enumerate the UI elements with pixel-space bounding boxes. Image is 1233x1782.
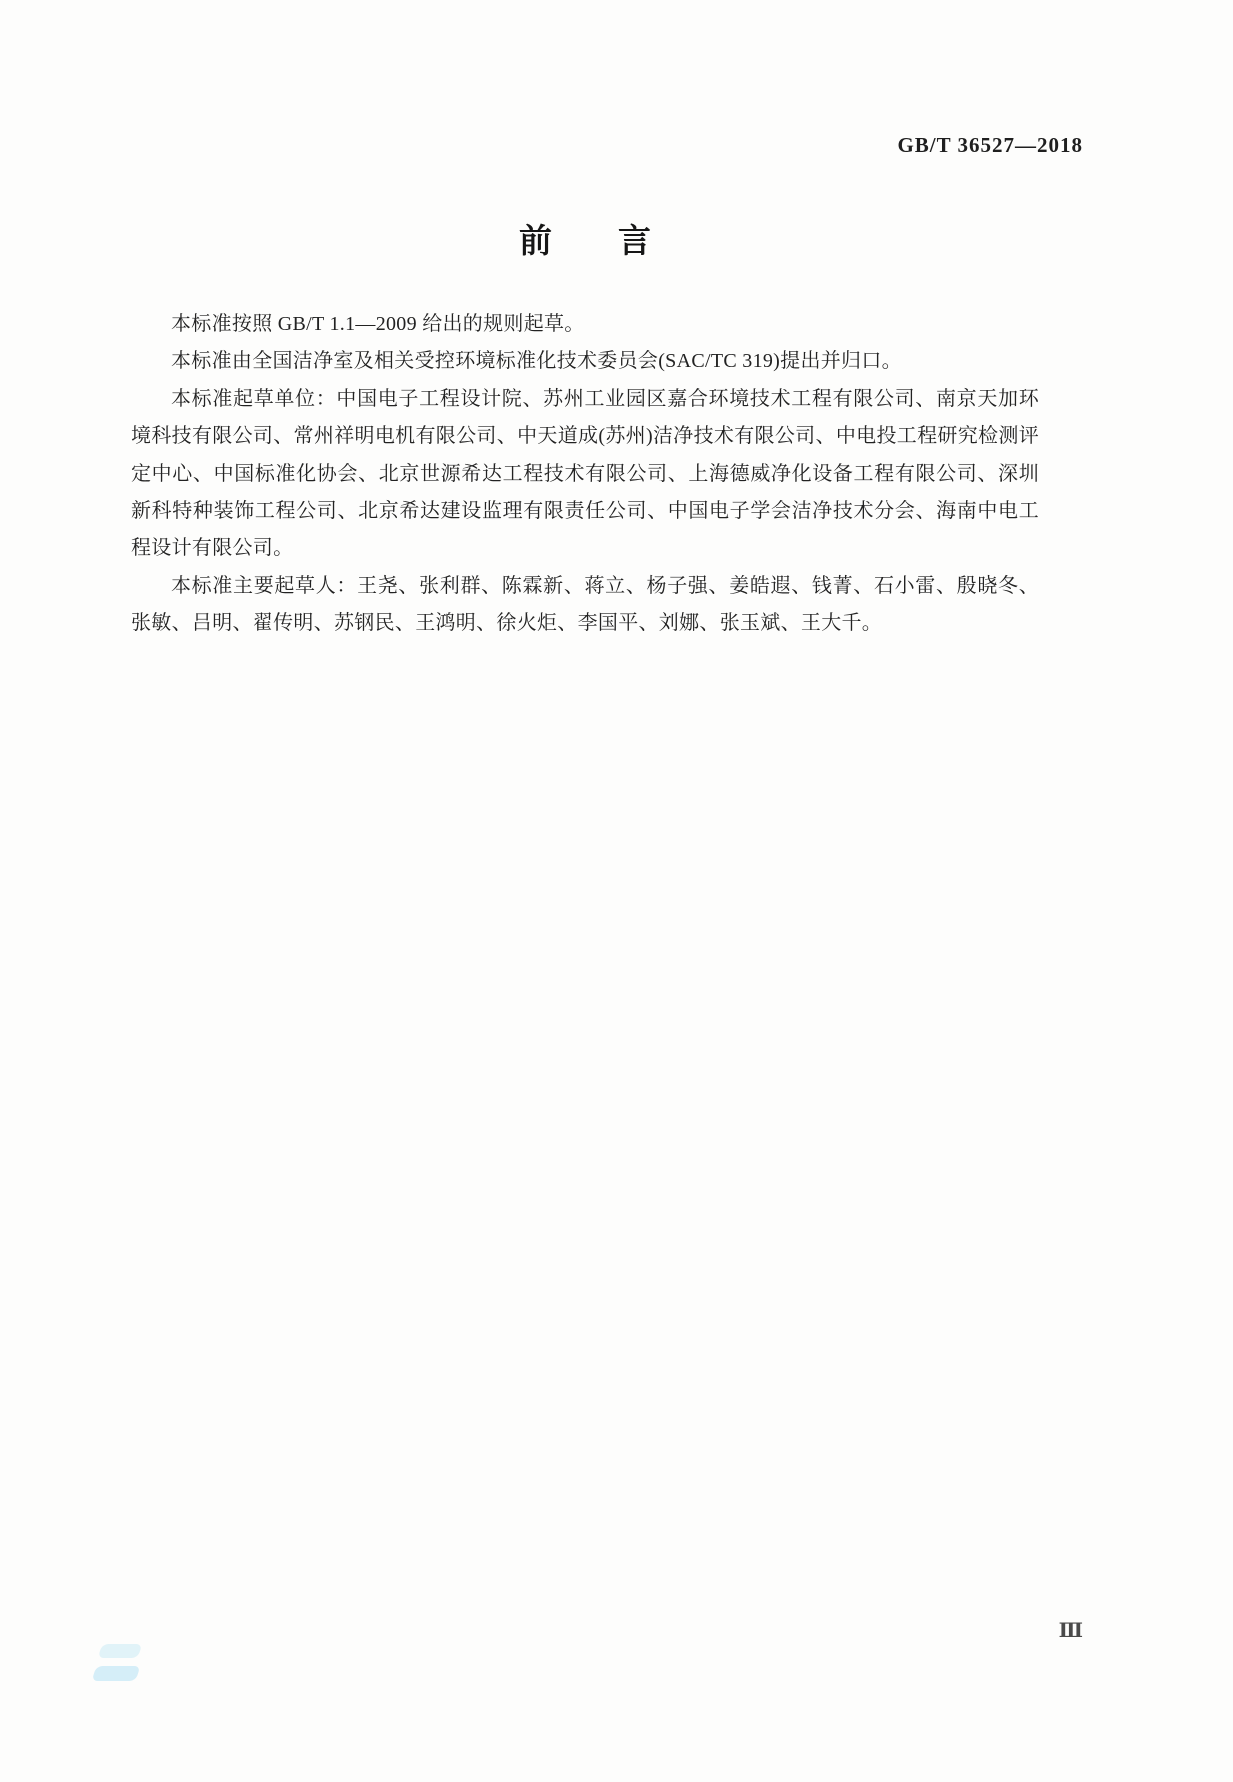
page-number: Ⅲ xyxy=(1058,1620,1083,1642)
smudge-mark xyxy=(98,1644,143,1658)
paragraph-committee: 本标准由全国洁净室及相关受控环境标准化技术委员会(SAC/TC 319)提出并归口。 xyxy=(171,350,902,373)
smudge-mark xyxy=(92,1666,141,1681)
paragraph-drafting-rule: 本标准按照 GB/T 1.1—2009 给出的规则起草。 xyxy=(171,313,585,335)
page-title: 前 言 xyxy=(519,222,651,259)
paragraph-drafting-organizations: 本标准起草单位：中国电子工程设计院、苏州工业园区嘉合环境技术工程有限公司、南京天加环境科技有限公司、常州祥明电机有限公司、中天道成(苏州)洁净技术有限公司、中电投工程研究检测评定中心、中国标准化协会、北京世源希达工程技术有限公司、上海德威净化设备工程有限公司、深圳新科特种装饰工程公司、北京希达建设监理有限责任公司、中国电子学会洁净技术分会、海南中电工程设计有限公司。 xyxy=(131,387,1039,560)
scan-smudge-watermark xyxy=(92,1642,148,1688)
standard-code: GB/T 36527—2018 xyxy=(897,133,1083,157)
document-body xyxy=(131,306,1039,643)
paragraph-main-drafters: 本标准主要起草人：王尧、张利群、陈霖新、蒋立、杨子强、姜皓遐、钱菁、石小雷、殷晓冬、张敏、吕明、翟传明、苏钢民、王鸿明、徐火炬、李国平、刘娜、张玉斌、王大千。 xyxy=(131,574,1039,635)
